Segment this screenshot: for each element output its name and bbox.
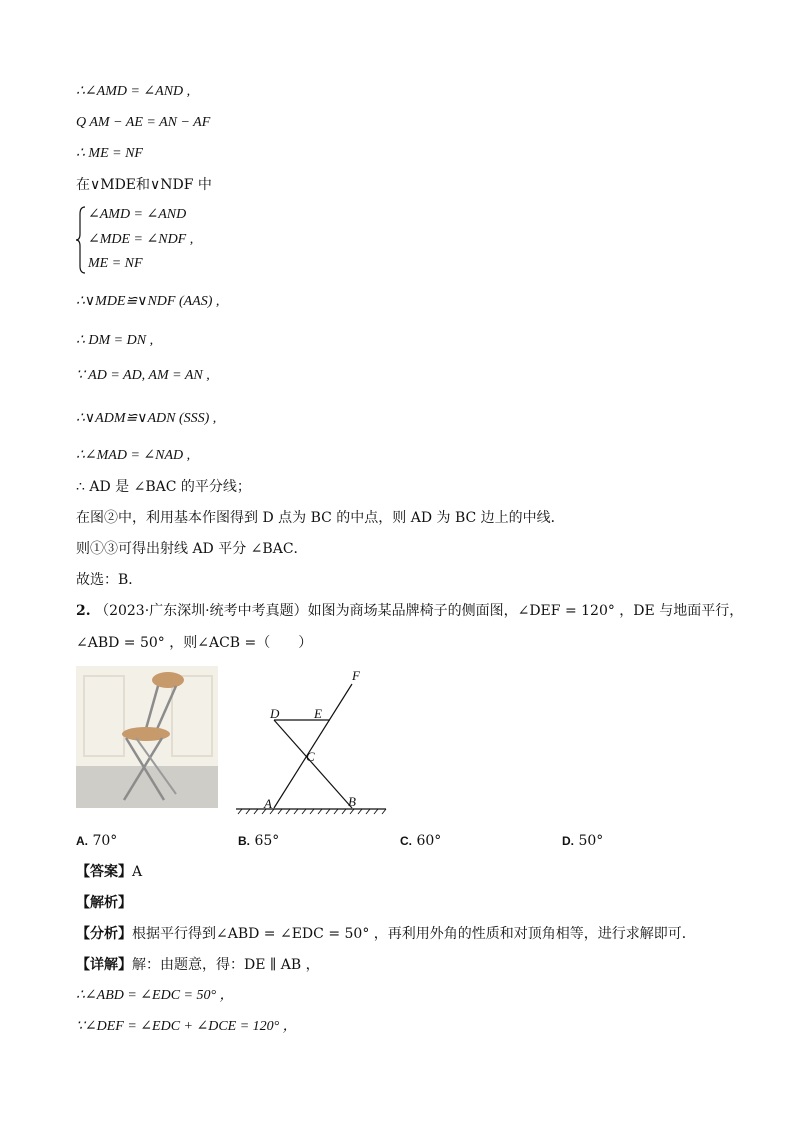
proof-line: ∴∠AMD = ∠AND ,	[76, 84, 191, 99]
option-label: C.	[400, 834, 412, 848]
proof-line: Q AM − AE = AN − AF	[76, 115, 211, 130]
option-c	[400, 831, 441, 851]
system-line: ∠MDE = ∠NDF ,	[88, 232, 194, 247]
option-value: 70°	[92, 833, 118, 849]
label-D: D	[270, 706, 280, 721]
proof-line: ∴∠MAD = ∠NAD ,	[76, 448, 191, 463]
question-text	[76, 601, 743, 621]
proof-line: ∵ AD = AD, AM = AN ,	[76, 368, 210, 383]
solution-line: ∴∠ABD = ∠EDC = 50° ，	[76, 988, 234, 1003]
label-A: A	[264, 796, 272, 811]
ground-hatching	[238, 809, 386, 814]
option-label: A.	[76, 834, 88, 848]
option-value: 65°	[254, 833, 280, 849]
answer-line	[76, 862, 142, 882]
system-line: ∠AMD = ∠AND	[88, 207, 187, 222]
option-b	[238, 831, 279, 851]
label-F: F	[352, 668, 360, 683]
xiangjie-line	[76, 955, 320, 975]
xiangjie-tag: 【详解】	[76, 957, 132, 973]
proof-line: ∴ ME = NF	[76, 146, 143, 161]
proof-line: 在∨MDE和∨NDF 中	[76, 177, 212, 193]
chair-icon	[76, 666, 218, 808]
solution-line: ∵∠DEF = ∠EDC + ∠DCE = 120° ，	[76, 1019, 297, 1034]
option-label: B.	[238, 834, 250, 848]
analysis-tag: 【解析】	[76, 895, 132, 911]
proof-line: ∴ DM = DN ,	[76, 333, 154, 348]
proof-line: 则①③可得出射线 AD 平分 ∠BAC．	[76, 541, 308, 557]
option-a	[76, 831, 117, 851]
question-text-cont: ∠ABD = 50° ，则∠ACB =（ ）	[76, 635, 313, 651]
answer-tag: 【答案】	[76, 864, 132, 880]
label-B: B	[348, 794, 356, 809]
label-C: C	[306, 749, 315, 764]
proof-line: ∴ AD 是 ∠BAC 的平分线；	[76, 479, 251, 495]
fenxi-text: 根据平行得到∠ABD = ∠EDC = 50° ，再利用外角的性质和对顶角相等，进行求解即可．	[132, 926, 696, 942]
question-stem: （2023·广东深圳·统考中考真题）如图为商场某品牌椅子的侧面图，∠DEF = 120° ，DE 与地面平行，	[95, 603, 744, 619]
proof-line: 在图②中，利用基本作图得到 D 点为 BC 的中点，则 AD 为 BC 边上的中线．	[76, 510, 565, 526]
proof-line: ∴∨ADM≌∨ADN (SSS) ,	[76, 411, 217, 426]
answer-value: A	[132, 864, 143, 880]
option-value: 60°	[416, 833, 442, 849]
geometry-diagram	[234, 666, 394, 816]
xiangjie-text: 解：由题意，得：DE ∥ AB ，	[132, 957, 320, 973]
option-value: 50°	[578, 833, 604, 849]
option-label: D.	[562, 834, 574, 848]
fenxi-tag: 【分析】	[76, 926, 132, 942]
question-number: 2.	[76, 603, 91, 619]
system-line: ME = NF	[88, 256, 143, 271]
label-E: E	[314, 706, 322, 721]
proof-line: ∴∨MDE≌∨NDF (AAS) ,	[76, 294, 220, 309]
chair-photo	[76, 666, 218, 808]
option-d	[562, 831, 603, 851]
fenxi-line	[76, 924, 696, 944]
proof-line: 故选：B．	[76, 572, 143, 588]
brace-icon	[76, 206, 86, 274]
